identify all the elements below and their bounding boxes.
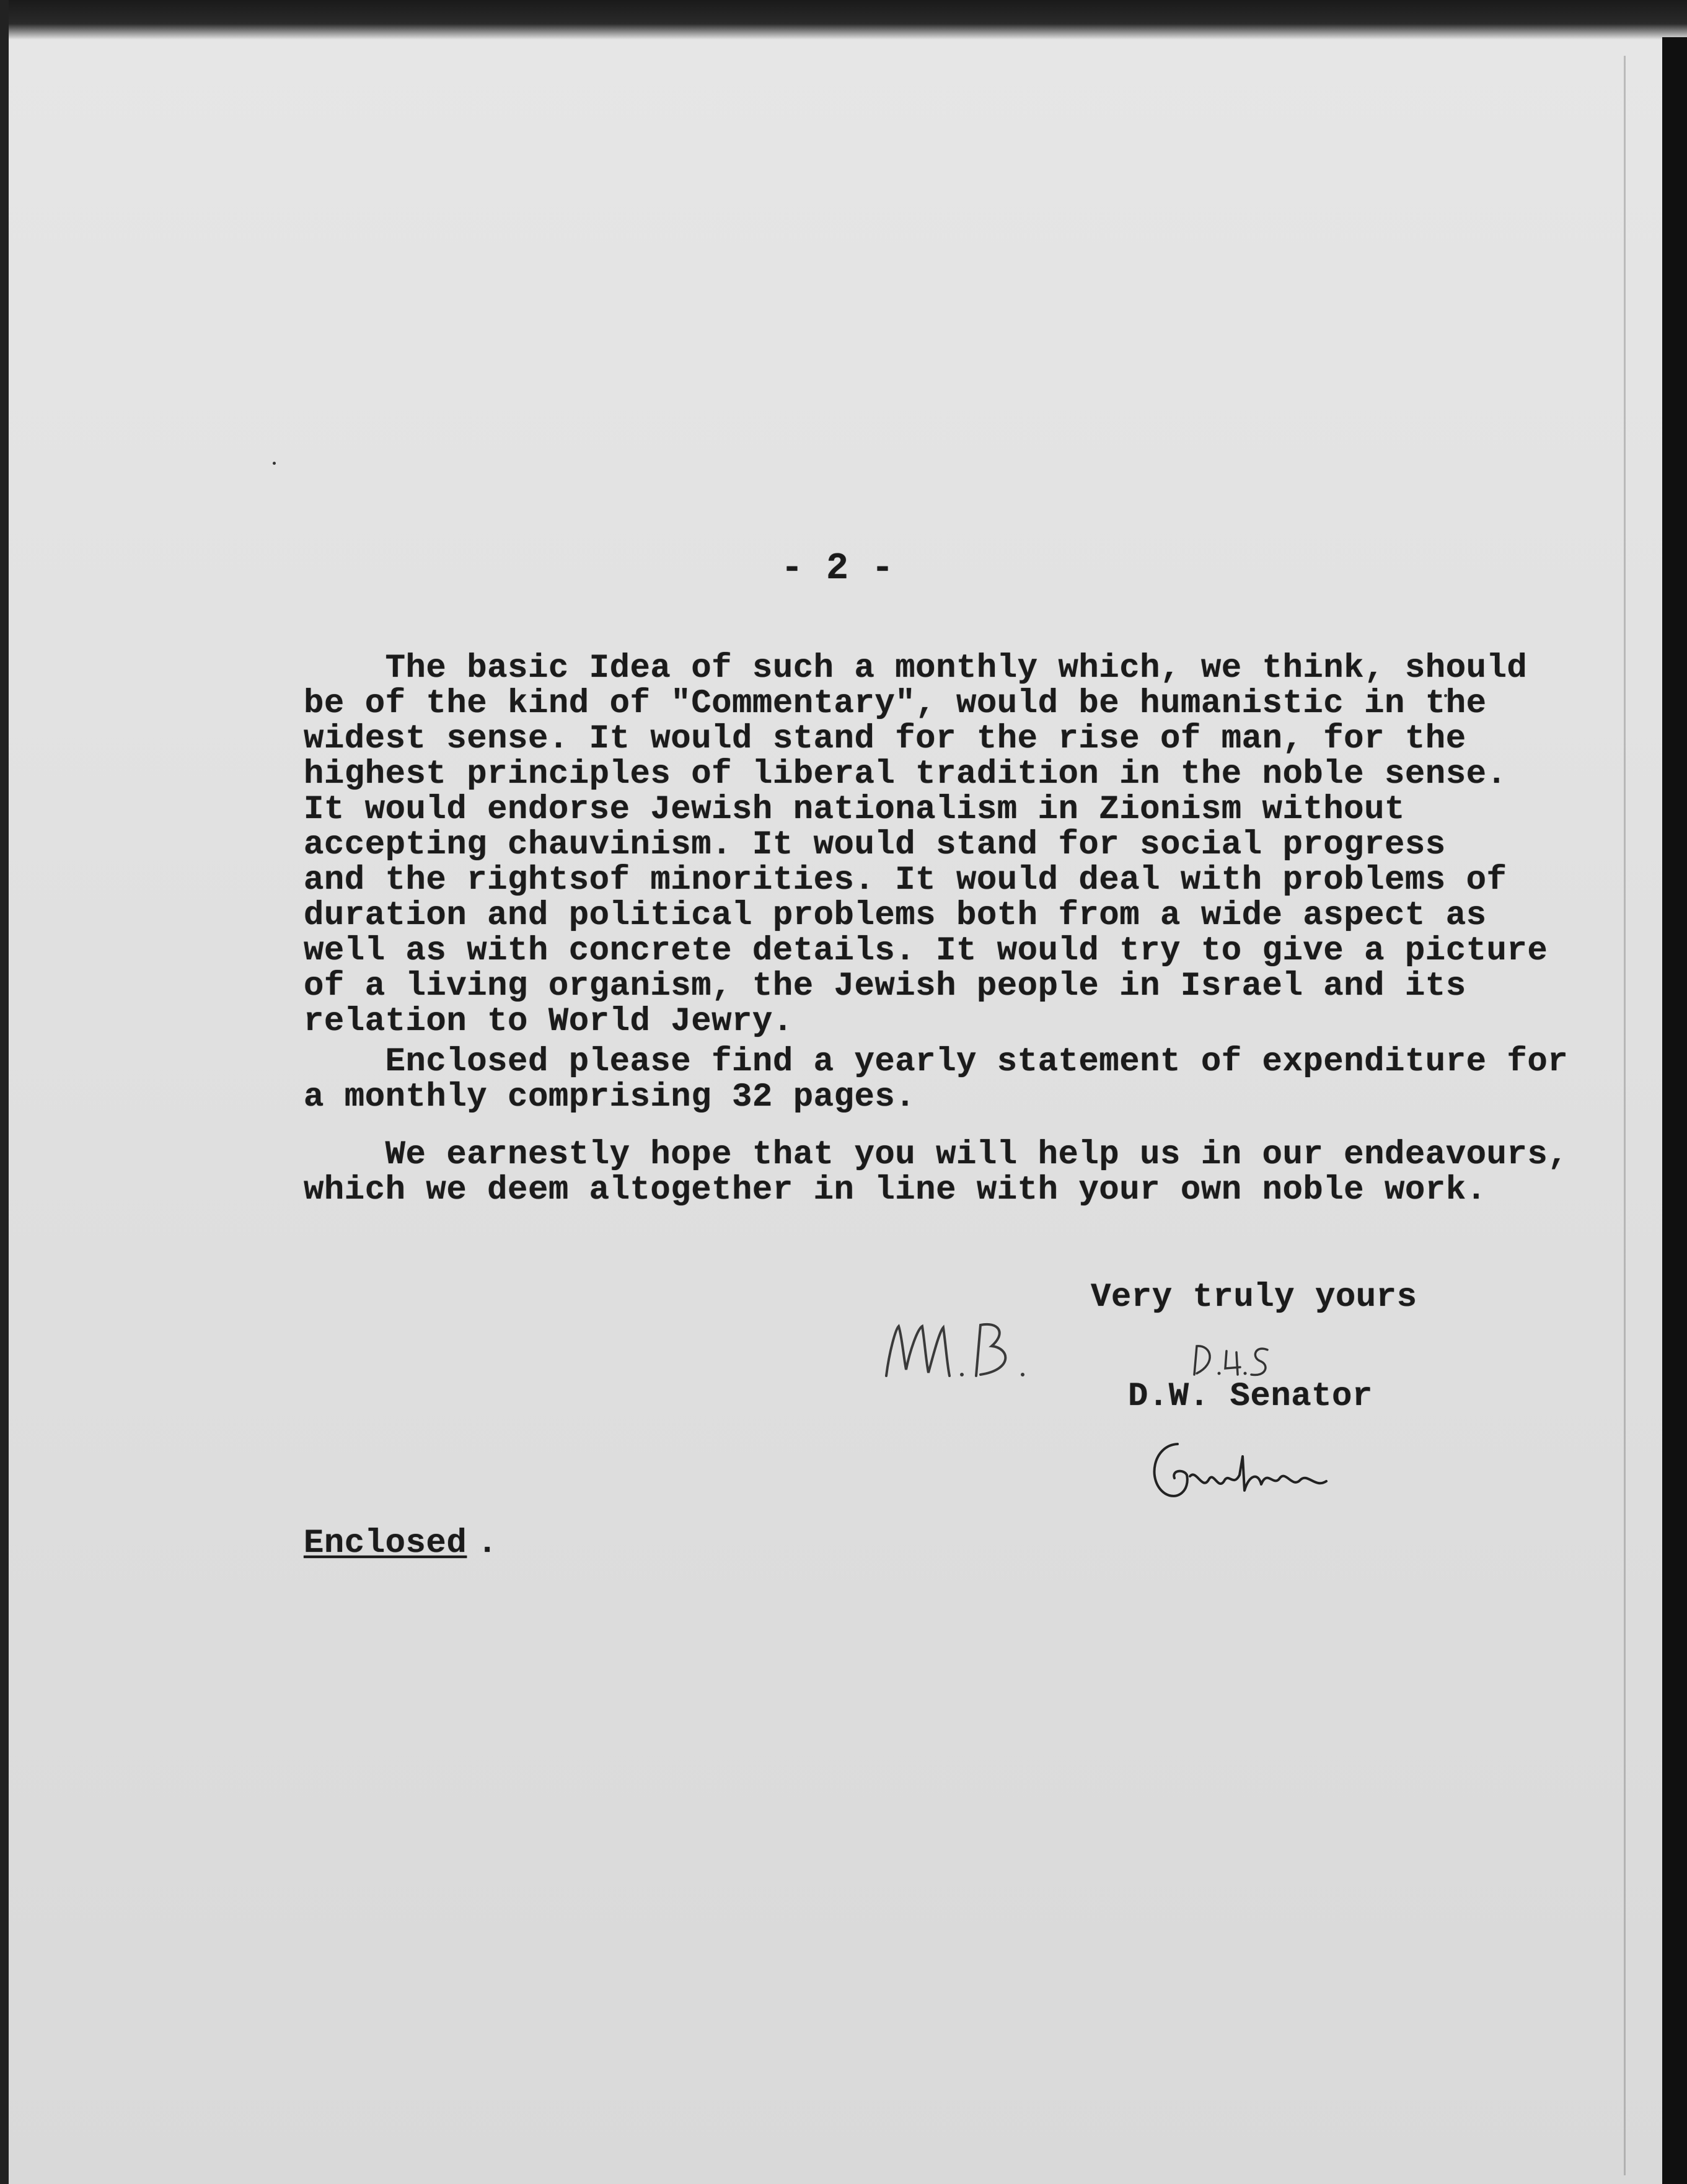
scan-border-left bbox=[0, 0, 9, 2184]
body-paragraph-1: The basic Idea of such a monthly which, we think, should be of the kind of "Commentary", would be humanistic in the widest sense. It would stand for the rise of man, for the highest principles of liberal tradition in the noble sense. It would endorse Jewish nationalism in Zionism without accepting chauvinism. It would stand for social progress and the rightsof minorities. It would deal with problems of duration and political problems both from a wide aspect as well as with concrete details. It would try to give a picture of a living organism, the Jewish people in Israel and its relation to World Jewry. bbox=[304, 649, 1548, 1041]
body-paragraph-3: We earnestly hope that you will help us in our endeavours, which we deem altogether in line with your own noble work. bbox=[304, 1136, 1569, 1209]
handwritten-signature bbox=[1140, 1432, 1339, 1512]
body-paragraph-2: Enclosed please find a yearly statement of expenditure for a monthly comprising 32 pages. bbox=[304, 1043, 1569, 1116]
handwritten-initials-mb bbox=[874, 1308, 1035, 1388]
signer-name: D.W. Senator bbox=[1128, 1378, 1373, 1416]
paper-speck bbox=[273, 462, 276, 465]
enclosure-punctuation: . bbox=[477, 1525, 498, 1562]
scan-border-top bbox=[0, 0, 1687, 40]
scan-border-right bbox=[1662, 37, 1687, 2184]
page-number: - 2 - bbox=[781, 548, 894, 590]
closing-salutation: Very truly yours bbox=[1091, 1279, 1417, 1316]
paper-edge-line bbox=[1624, 56, 1626, 2175]
handwritten-initials-dws bbox=[1187, 1339, 1274, 1382]
enclosure-label: Enclosed bbox=[304, 1525, 467, 1562]
